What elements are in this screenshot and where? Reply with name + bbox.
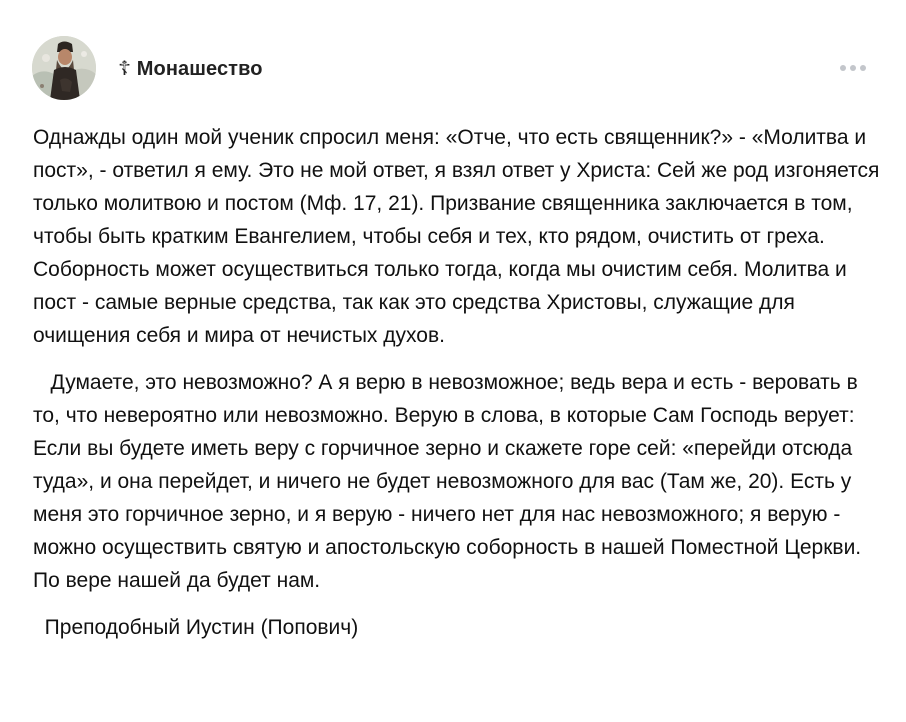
post-paragraph-2: Думаете, это невозможно? А я верю в невозможное; ведь вера и есть - веровать в то, что невероятно или невозможно. Верую в слова, в которые Сам Господь верует: Если вы будете иметь веру с горчичное зерно и скажете горе сей: «перейди отсюда туда», и она перейдет, и ничего не будет невозможного для вас (Там же, 20). Есть у меня это горчичное зерно, и я верую - ничего нет для нас невозможного; я верую - можно осуществить святую и апостольскую соборность в нашей Поместной Церкви. По вере нашей да будет нам. — [33, 371, 867, 592]
monk-portrait-icon — [32, 36, 96, 100]
community-name-link[interactable]: ☦ Монашество — [118, 58, 263, 80]
ellipsis-icon-dot — [850, 65, 856, 71]
ellipsis-icon-dot — [860, 65, 866, 71]
ellipsis-icon — [840, 65, 846, 71]
post-body — [33, 121, 886, 644]
post-author-attribution: Преподобный Иустин (Попович) — [33, 616, 359, 639]
more-options-button[interactable] — [838, 54, 868, 82]
post-paragraph-1: Однажды один мой ученик спросил меня: «Отче, что есть священник?» - «Молитва и пост», - ответил я ему. Это не мой ответ, я взял ответ у Христа: Сей же род изгоняется только молитвою и постом (Мф. 17, 21). Призвание священника заключается в том, чтобы быть кратким Евангелием, чтобы себя и тех, кто рядом, очистить от греха. Соборность может осуществиться только тогда, когда мы очистим себя. Молитва и пост - самые верные средства, так как это средства Христовы, служащие для очищения себя и мира от нечистых духов. — [33, 126, 886, 347]
avatar[interactable] — [32, 36, 96, 100]
post-header — [32, 36, 872, 100]
